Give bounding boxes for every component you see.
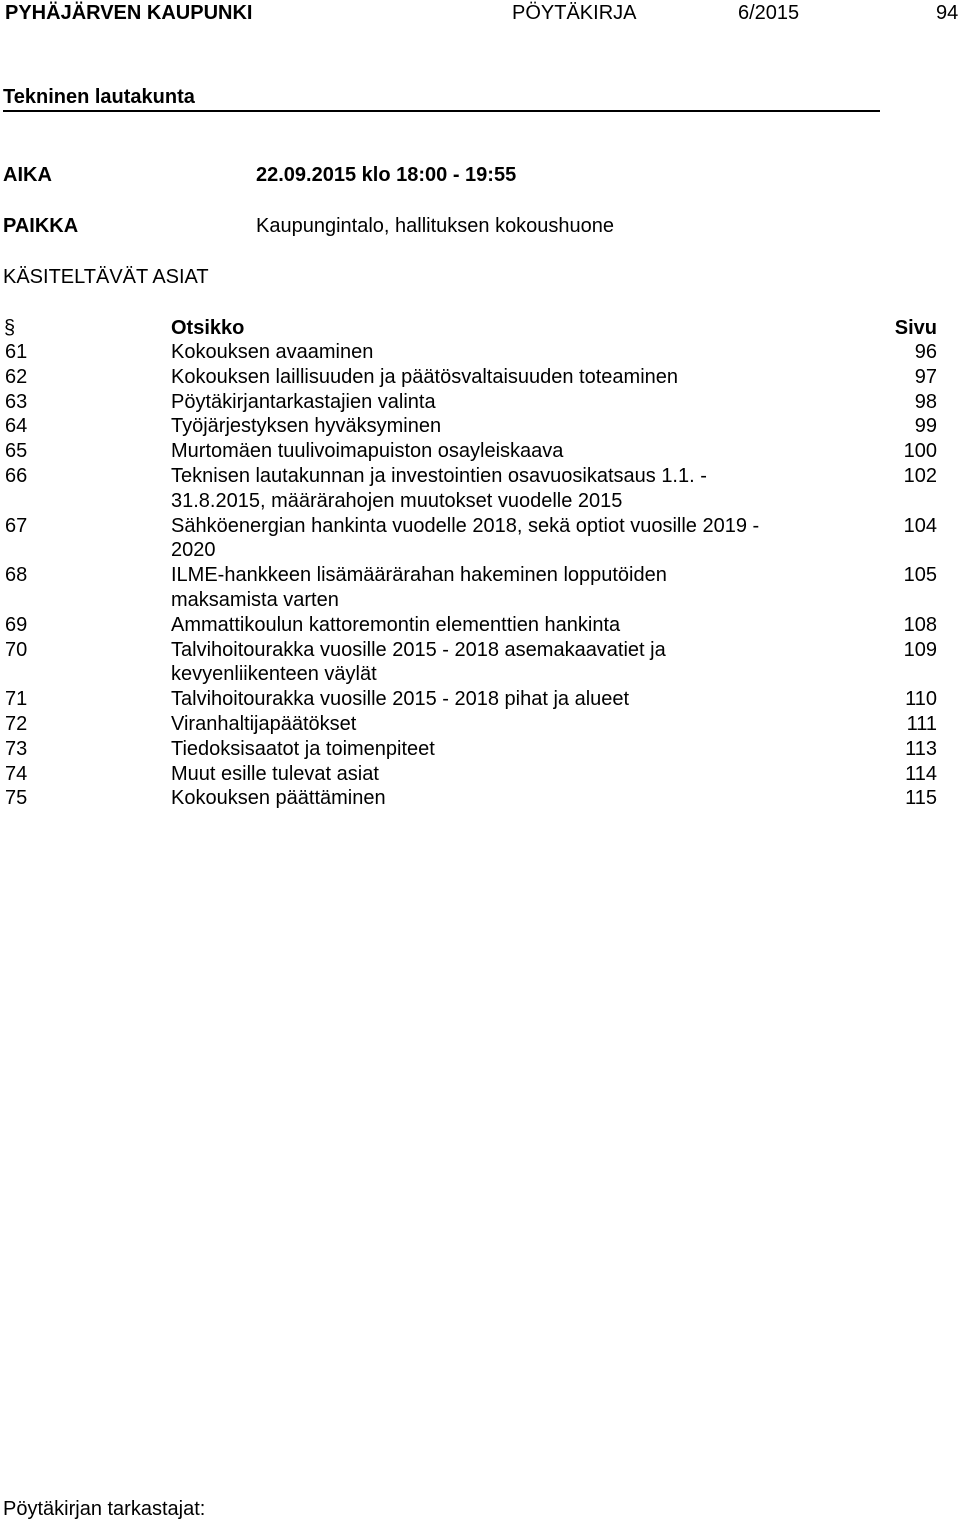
place-label: PAIKKA [3,215,79,237]
agenda-item-number: 65 [5,440,28,463]
agenda-item-title: Pöytäkirjantarkastajien valinta [171,390,436,413]
agenda-item-number: 71 [5,688,28,711]
section-sign-icon: § [4,317,16,339]
reviewers-label: Pöytäkirjan tarkastajat: [3,1498,206,1520]
document-number: 6/2015 [738,2,800,24]
agenda-item-number: 72 [5,713,28,735]
agenda-item-page: 96 [914,341,937,363]
agenda-item-number: 74 [5,762,28,785]
agenda-item-title: Viranhaltijapäätökset [171,713,357,735]
agenda-item-title: Muut esille tulevat asiat [171,762,379,785]
agenda-item-number: 73 [5,737,28,760]
agenda-item-page: 105 [903,564,937,587]
agenda-item-title: Kokouksen avaaminen [171,341,374,363]
committee-title: Tekninen lautakunta [3,85,880,112]
agenda-item-number: 66 [5,465,28,487]
agenda-item-page: 110 [905,688,937,711]
agenda-item-title: Sähköenergian hankinta vuodelle 2018, sekä optiot vuosille 2019 - 2020 [171,514,760,562]
time-label: AIKA [3,164,52,186]
agenda-item-page: 102 [903,465,937,487]
agenda-item-number: 64 [5,415,28,438]
agenda-item-page: 97 [914,365,937,388]
agenda-item-page: 114 [905,762,937,785]
page-column-header: Sivu [894,317,937,339]
page-number: 94 [936,2,959,24]
agenda-item-number: 69 [5,613,28,636]
agenda-item-number: 70 [5,638,28,661]
agenda-item-page: 115 [905,787,937,810]
agenda-item-title: Murtomäen tuulivoimapuiston osayleiskaava [171,440,564,463]
agenda-item-number: 61 [5,341,28,363]
organization-name: PYHÄJÄRVEN KAUPUNKI [5,2,253,24]
agenda-item-number: 63 [5,390,28,413]
agenda-item-number: 62 [5,365,28,388]
agenda-heading: KÄSITELTÄVÄT ASIAT [3,266,209,288]
agenda-item-page: 113 [905,737,937,760]
agenda-item-number: 67 [5,514,28,537]
agenda-item-page: 100 [903,440,937,463]
agenda-item-page: 98 [914,390,937,413]
agenda-item-title: Työjärjestyksen hyväksyminen [171,415,442,438]
agenda-item-title: Tiedoksisaatot ja toimenpiteet [171,737,435,760]
title-column-header: Otsikko [171,317,245,339]
agenda-item-page: 108 [903,613,937,636]
document-type: PÖYTÄKIRJA [512,2,637,24]
agenda-item-title: Teknisen lautakunnan ja investointien osavuosikatsaus 1.1. - 31.8.2015, määrärahojen muutokset vuodelle 2015 [171,465,707,512]
place-value: Kaupungintalo, hallituksen kokoushuone [256,215,615,237]
agenda-item-title: Talvihoitourakka vuosille 2015 - 2018 pihat ja alueet [171,688,630,711]
agenda-item-number: 75 [5,787,28,810]
agenda-item-page: 104 [903,514,937,537]
agenda-item-title: Ammattikoulun kattoremontin elementtien hankinta [171,613,621,636]
agenda-item-title: Kokouksen laillisuuden ja päätösvaltaisuuden toteaminen [171,365,679,388]
agenda-item-title: ILME-hankkeen lisämäärärahan hakeminen lopputöiden maksamista varten [171,564,667,611]
agenda-item-title: Kokouksen päättäminen [171,787,386,810]
agenda-item-page: 109 [903,638,937,661]
agenda-item-page: 99 [914,415,937,438]
agenda-item-page: 111 [906,713,937,735]
agenda-item-title: Talvihoitourakka vuosille 2015 - 2018 asemakaavatiet ja kevyenliikenteen väylät [171,638,666,686]
time-value: 22.09.2015 klo 18:00 - 19:55 [256,164,517,186]
agenda-item-number: 68 [5,564,28,587]
